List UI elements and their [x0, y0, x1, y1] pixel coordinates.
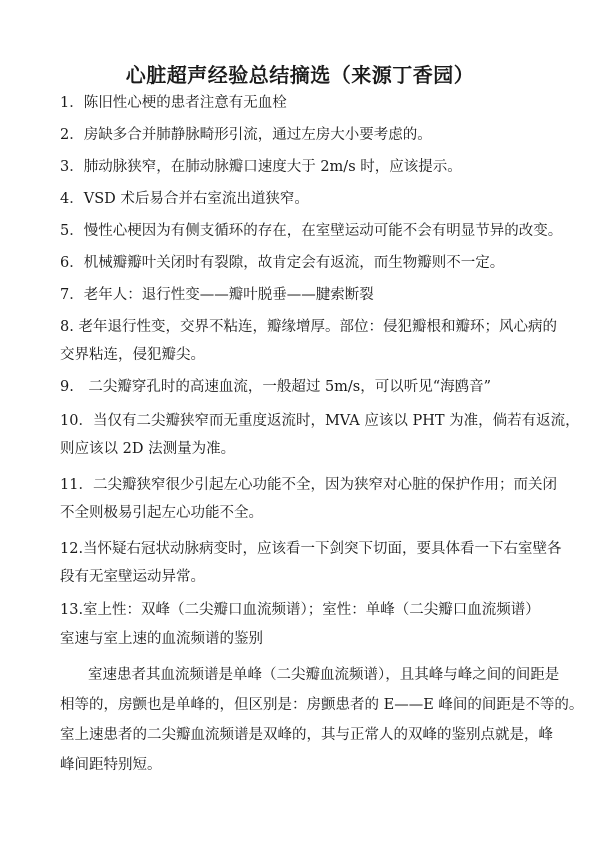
item-10-line-2: 则应该以 2D 法测量为准。	[60, 441, 236, 457]
document-title: 心脏超声经验总结摘选（来源丁香园）	[125, 63, 475, 87]
item-12-line-1: 12.当怀疑右冠状动脉病变时，应该看一下剑突下切面，要具体看一下右室壁各	[60, 541, 562, 557]
item-6: 6．机械瓣瓣叶关闭时有裂隙，故肯定会有返流，而生物瓣则不一定。	[60, 255, 505, 271]
item-12-line-2: 段有无室壁运动异常。	[60, 569, 205, 585]
item-13: 13.室上性：双峰（二尖瓣口血流频谱）；室性：单峰（二尖瓣口血流频谱）	[60, 602, 540, 618]
item-4: 4．VSD 术后易合并右室流出道狭窄。	[60, 191, 309, 207]
item-8-line-2: 交界粘连，侵犯瓣尖。	[60, 347, 205, 363]
item-7: 7．老年人：退行性变——瓣叶脱垂——腱索断裂	[60, 287, 374, 303]
item-8-line-1: 8. 老年退行性变，交界不粘连，瓣缘增厚。部位：侵犯瓣根和瓣环；风心病的	[60, 319, 557, 335]
item-5: 5．慢性心梗因为有侧支循环的存在，在室壁运动可能不会有明显节异的改变。	[60, 223, 563, 239]
item-10-line-1: 10．当仅有二尖瓣狭窄而无重度返流时，MVA 应该以 PHT 为准，倘若有返流，	[60, 413, 580, 429]
item-1: 1．陈旧性心梗的患者注意有无血栓	[60, 95, 287, 111]
paragraph-line-2: 相等的，房颤也是单峰的，但区别是：房颤患者的 E——E 峰间的间距是不等的。	[60, 697, 584, 713]
item-11-line-1: 11．二尖瓣狭窄很少引起左心功能不全，因为狭窄对心脏的保护作用；而关闭	[60, 477, 557, 493]
item-11-line-2: 不全则极易引起左心功能不全。	[60, 505, 263, 521]
item-9: 9. 二尖瓣穿孔时的高速血流，一般超过 5m/s，可以听见“海鸥音”	[60, 379, 492, 395]
paragraph-line-1: 室速患者其血流频谱是单峰（二尖瓣血流频谱），且其峰与峰之间的间距是	[88, 667, 560, 683]
paragraph-line-3: 室上速患者的二尖瓣血流频谱是双峰的，其与正常人的双峰的鉴别点就是，峰	[60, 727, 553, 743]
paragraph-line-4: 峰间距特别短。	[60, 757, 162, 773]
section-heading: 室速与室上速的血流频谱的鉴别	[60, 631, 263, 647]
item-2: 2．房缺多合并肺静脉畸形引流，通过左房大小要考虑的。	[60, 127, 432, 143]
item-3: 3．肺动脉狭窄，在肺动脉瓣口速度大于 2m/s 时，应该提示。	[60, 159, 462, 175]
